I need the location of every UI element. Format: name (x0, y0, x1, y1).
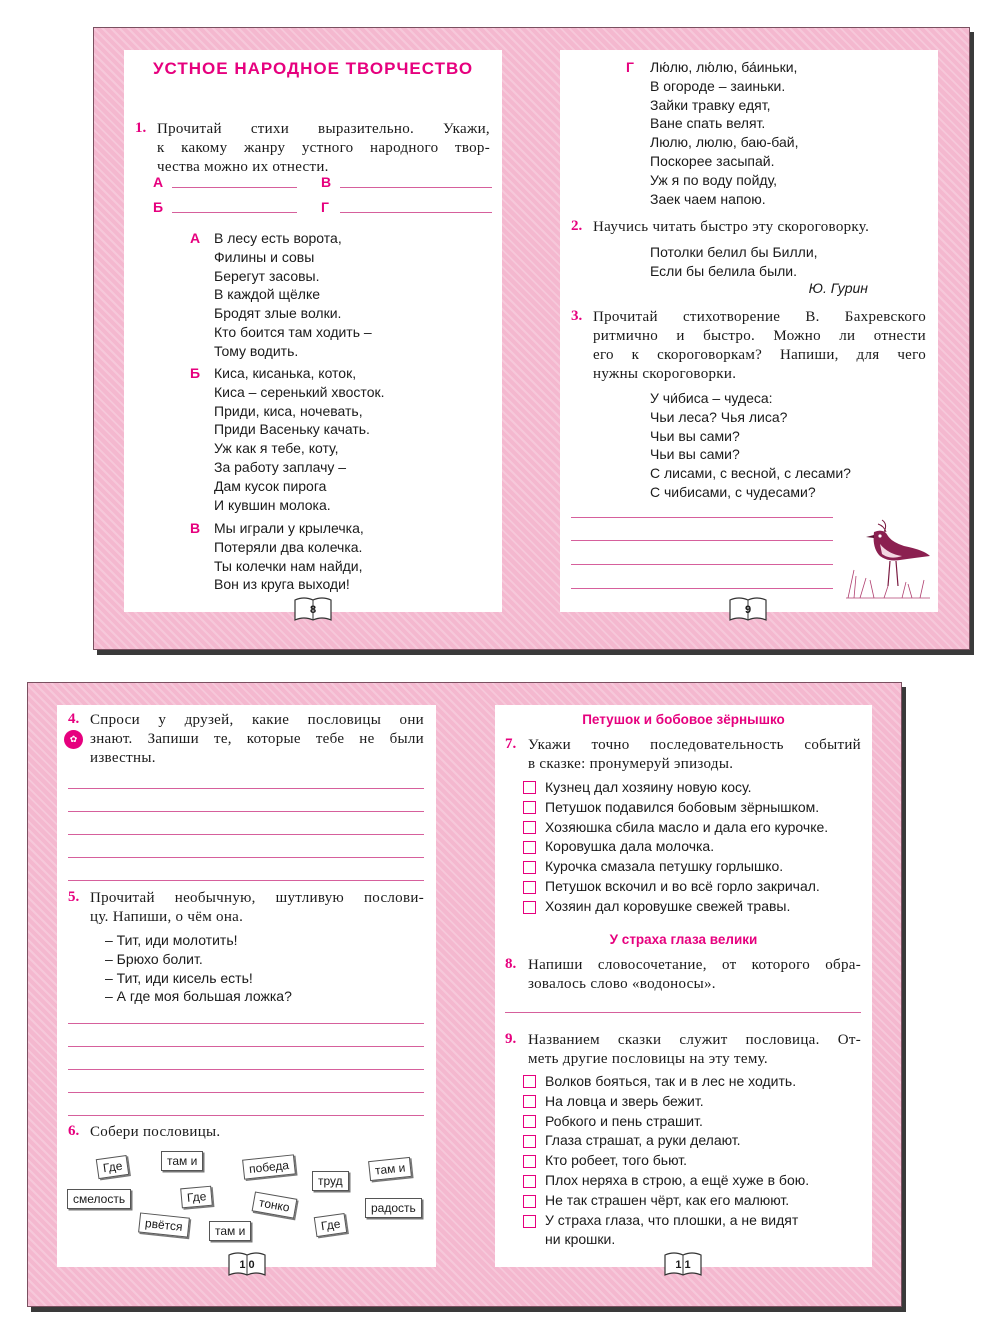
verse-line: Уж как я тебе, коту, (214, 440, 339, 457)
word-card[interactable]: труд (312, 1171, 349, 1191)
tongue-twister (650, 243, 818, 281)
verse-line: У чи́биса – чудеса: (650, 390, 773, 406)
verse-letter-a: А (190, 230, 201, 246)
proverb-checkbox[interactable] (523, 1195, 536, 1208)
answer-line[interactable] (68, 1069, 424, 1070)
verse-line: За работу заплачу – (214, 458, 347, 475)
question-6-text: Собери пословицы. (90, 1124, 221, 1140)
verse-b (214, 364, 385, 514)
proverb-text: Волков бояться, так и в лес не ходить. (545, 1073, 797, 1089)
question-4-line: знают. Запиши те, которые тебе не были (90, 731, 424, 747)
question-3-line: ритмично и быстро. Можно ли отнести (593, 328, 926, 344)
word-card[interactable]: смелость (67, 1189, 131, 1209)
verse-letter-b: Б (190, 365, 201, 381)
proverb-text: Глаза страшат, а руки делают. (545, 1132, 741, 1149)
question-4-line: известны. (90, 750, 156, 766)
question-9-text (528, 1031, 861, 1069)
proverb-text: Не так страшен чёрт, как его малюют. (545, 1191, 790, 1208)
answer-label-b: Б (153, 199, 164, 215)
verse-line: Если бы белила были. (650, 262, 798, 279)
word-card[interactable]: рвётся (138, 1212, 189, 1237)
episode-text: Хозяин дал коровушке свежей травы. (545, 897, 791, 914)
word-card[interactable]: там и (368, 1157, 412, 1181)
word-card[interactable]: радость (365, 1198, 422, 1218)
proverb-checkbox[interactable] (523, 1075, 536, 1088)
question-5-line: Прочитай необычную, шутливую послови- (90, 890, 424, 906)
verse-line: С чибисами, с чудесами? (650, 483, 816, 500)
answer-line[interactable] (571, 540, 833, 541)
question-5-line: цу. Напиши, о чём она. (90, 909, 244, 925)
lapwing-bird-icon (844, 518, 932, 600)
verse-line: Приди Васеньку качать. (214, 421, 370, 438)
verse-line: В каждой щёлке (214, 286, 321, 303)
verse-line: Вон из круга выходи! (214, 576, 350, 593)
verse-line: Ты колечки нам найди, (214, 557, 363, 574)
dialog-line: – Тит, иди кисель есть! (105, 969, 253, 986)
verse-line: Ване спать велят. (650, 115, 766, 132)
answer-label-v: В (321, 174, 332, 190)
episode-checkbox[interactable] (523, 901, 536, 914)
page-9 (560, 50, 938, 616)
episode-checkbox[interactable] (523, 821, 536, 834)
word-card[interactable]: там и (209, 1221, 251, 1241)
answer-line-g[interactable] (340, 212, 492, 213)
episode-checkbox[interactable] (523, 861, 536, 874)
word-card[interactable]: победа (242, 1154, 296, 1179)
verse-letter-v: В (190, 520, 201, 536)
answer-label-g: Г (321, 199, 329, 215)
answer-line[interactable] (68, 1046, 424, 1047)
page-number-10 (227, 1251, 267, 1277)
verse-line: Приди, киса, ночевать, (214, 402, 363, 419)
question-8-line: зовалось слово «водоносы». (528, 976, 716, 992)
poem-bakhrevsky (650, 389, 851, 502)
proverb-text: Плох неряха в строю, а ещё хуже в бою. (545, 1171, 810, 1188)
answer-line[interactable] (68, 1023, 424, 1024)
word-card[interactable]: Где (96, 1155, 130, 1179)
question-8-line: Напиши словосочетание, от которого обра- (528, 957, 861, 973)
verse-line: Чьи леса? Чья лиса? (650, 408, 788, 425)
question-3-text (593, 308, 926, 384)
proverb-checkbox[interactable] (523, 1115, 536, 1128)
dialog-line: – Тит, иди молотить! (105, 932, 238, 948)
proverb-checkbox[interactable] (523, 1215, 536, 1228)
verse-line: Тому водить. (214, 342, 299, 359)
question-number-9: 9. (505, 1031, 517, 1047)
word-card[interactable]: Где (314, 1213, 348, 1237)
proverb-text: ни крошки. (545, 1231, 616, 1248)
question-1-line: Прочитай стихи выразительно. Укажи, (157, 121, 490, 137)
verse-line: Поскорее засыпай. (650, 152, 775, 169)
question-7-line: Укажи точно последовательность событий (528, 737, 861, 753)
question-number-4: 4. (68, 711, 80, 727)
page-number-text: 9 (744, 604, 752, 616)
question-4-text (90, 711, 424, 768)
answer-line[interactable] (68, 1115, 424, 1116)
verse-line: Киса, кисанька, коток, (214, 365, 357, 381)
question-4-line: Спроси у друзей, какие пословицы они (90, 712, 424, 728)
question-3-line: его к скороговоркам? Напиши, для чего (593, 347, 926, 363)
question-number-3: 3. (571, 308, 583, 324)
answer-line[interactable] (68, 857, 424, 858)
verse-line: С лисами, с весной, с лесами? (650, 465, 851, 482)
page-number-8 (293, 596, 333, 622)
page-10 (57, 705, 436, 1271)
answer-line[interactable] (571, 588, 833, 589)
page-number-text: 1 0 (239, 1259, 255, 1271)
answer-line[interactable] (571, 564, 833, 565)
answer-label-a: А (153, 174, 164, 190)
verse-line: В огороде – заиньки. (650, 77, 786, 94)
answer-line-v[interactable] (340, 187, 492, 188)
section-heading: УСТНОЕ НАРОДНОЕ ТВОРЧЕСТВО (152, 59, 474, 78)
question-5-text (90, 889, 424, 927)
episode-text: Курочка смазала петушку горлышко. (545, 858, 784, 875)
question-1-line: к какому жанру устного народного твор- (157, 140, 490, 156)
question-2-text: Научись читать быстро эту скороговорку. (593, 219, 870, 235)
proverb-list (545, 1072, 809, 1250)
question-3-line: нужны скороговорки. (593, 366, 737, 382)
question-7-line: в сказке: пронумеруй эпизоды. (528, 756, 734, 772)
page-number-text: 1 1 (675, 1259, 691, 1271)
verse-line: Берегут засовы. (214, 267, 320, 284)
author-name: Ю. Гурин (808, 280, 868, 296)
verse-line: И кувшин молока. (214, 496, 331, 513)
verse-line: Мы играли у крылечка, (214, 520, 364, 536)
question-1-text (157, 120, 490, 177)
episode-list (545, 778, 828, 917)
verse-g (650, 58, 798, 208)
verse-line: Потеряли два колечка. (214, 538, 363, 555)
question-7-text (528, 736, 861, 774)
question-number-7: 7. (505, 736, 517, 752)
verse-letter-g: Г (626, 59, 634, 75)
episode-checkbox[interactable] (523, 881, 536, 894)
verse-v (214, 519, 364, 594)
verse-line: Уж я по воду пойду, (650, 171, 778, 188)
episode-text: Петушок вскочил и во всё горло закричал. (545, 877, 820, 894)
story-title-2: У страха глаза велики (609, 932, 758, 947)
verse-line: Потолки белил бы Билли, (650, 244, 818, 260)
verse-line: Бродят злые волки. (214, 305, 342, 322)
verse-line: В лесу есть ворота, (214, 230, 342, 246)
verse-line: Чьи вы сами? (650, 446, 740, 463)
proverb-text: У страха глаза, что плошки, а не видят (545, 1211, 799, 1228)
proverb-text: Кто робеет, того бьют. (545, 1152, 688, 1169)
answer-line[interactable] (68, 811, 424, 812)
spread-pages-10-11 (27, 682, 902, 1307)
proverb-checkbox[interactable] (523, 1095, 536, 1108)
episode-text: Хозяюшка сбила масло и дала его курочке. (545, 818, 829, 835)
joke-dialog (105, 931, 292, 1006)
question-9-line: Названием сказки служит пословица. От- (528, 1032, 861, 1048)
dialog-line: – А где моя большая ложка? (105, 988, 292, 1005)
page-number-9 (728, 596, 768, 622)
answer-line[interactable] (68, 788, 424, 789)
episode-text: Петушок подавился бобовым зёрнышком. (545, 798, 820, 815)
answer-line[interactable] (68, 880, 424, 881)
question-8-text (528, 956, 861, 994)
verse-line: Дам кусок пирога (214, 477, 327, 494)
episode-text: Кузнец дал хозяину новую косу. (545, 779, 752, 795)
page-11 (495, 705, 872, 1271)
star-badge-icon: ✿ (64, 730, 83, 749)
word-card[interactable]: тонко (252, 1191, 298, 1218)
answer-line[interactable] (68, 834, 424, 835)
word-card[interactable]: Где (180, 1186, 213, 1209)
verse-line: Люлю, люлю, баю-бай, (650, 134, 799, 151)
spread-pages-8-9 (93, 27, 970, 650)
answer-line[interactable] (571, 517, 833, 518)
question-1-line: чества можно их отнести. (157, 159, 329, 175)
word-card[interactable]: там и (161, 1151, 203, 1171)
episode-checkbox[interactable] (523, 801, 536, 814)
dialog-line: – Брюхо болит. (105, 950, 203, 967)
proverb-checkbox[interactable] (523, 1135, 536, 1148)
question-9-line: меть другие пословицы на эту тему. (528, 1051, 768, 1067)
proverb-text: Робкого и пень страшит. (545, 1112, 703, 1129)
answer-line[interactable] (505, 1012, 861, 1013)
verse-line: Филины и совы (214, 248, 315, 265)
question-number-2: 2. (571, 218, 583, 234)
verse-line: Чьи вы сами? (650, 427, 740, 444)
page-number-text: 8 (309, 604, 317, 616)
verse-line: Кто боится там ходить – (214, 323, 372, 340)
question-number-6: 6. (68, 1123, 80, 1139)
answer-line-a[interactable] (172, 187, 297, 188)
verse-line: Лю́лю, лю́лю, ба́иньки, (650, 59, 798, 75)
verse-line: Заек чаем напою. (650, 190, 766, 207)
episode-checkbox[interactable] (523, 781, 536, 794)
proverb-text: На ловца и зверь бежит. (545, 1092, 704, 1109)
answer-line-b[interactable] (172, 212, 297, 213)
proverb-checkbox[interactable] (523, 1175, 536, 1188)
answer-line[interactable] (68, 1092, 424, 1093)
verse-line: Зайки травку едят, (650, 96, 771, 113)
page-number-11 (663, 1251, 703, 1277)
question-number-5: 5. (68, 889, 80, 905)
page-8 (124, 50, 502, 616)
question-number-1: 1. (135, 120, 147, 136)
story-title-1: Петушок и бобовое зёрнышко (582, 712, 785, 727)
question-number-8: 8. (505, 956, 517, 972)
episode-checkbox[interactable] (523, 841, 536, 854)
verse-line: Киса – серенький хвосток. (214, 383, 385, 400)
episode-text: Коровушка дала молочка. (545, 838, 715, 855)
question-3-line: Прочитай стихотворение В. Бахревского (593, 309, 926, 325)
verse-a (214, 229, 372, 361)
proverb-checkbox[interactable] (523, 1155, 536, 1168)
